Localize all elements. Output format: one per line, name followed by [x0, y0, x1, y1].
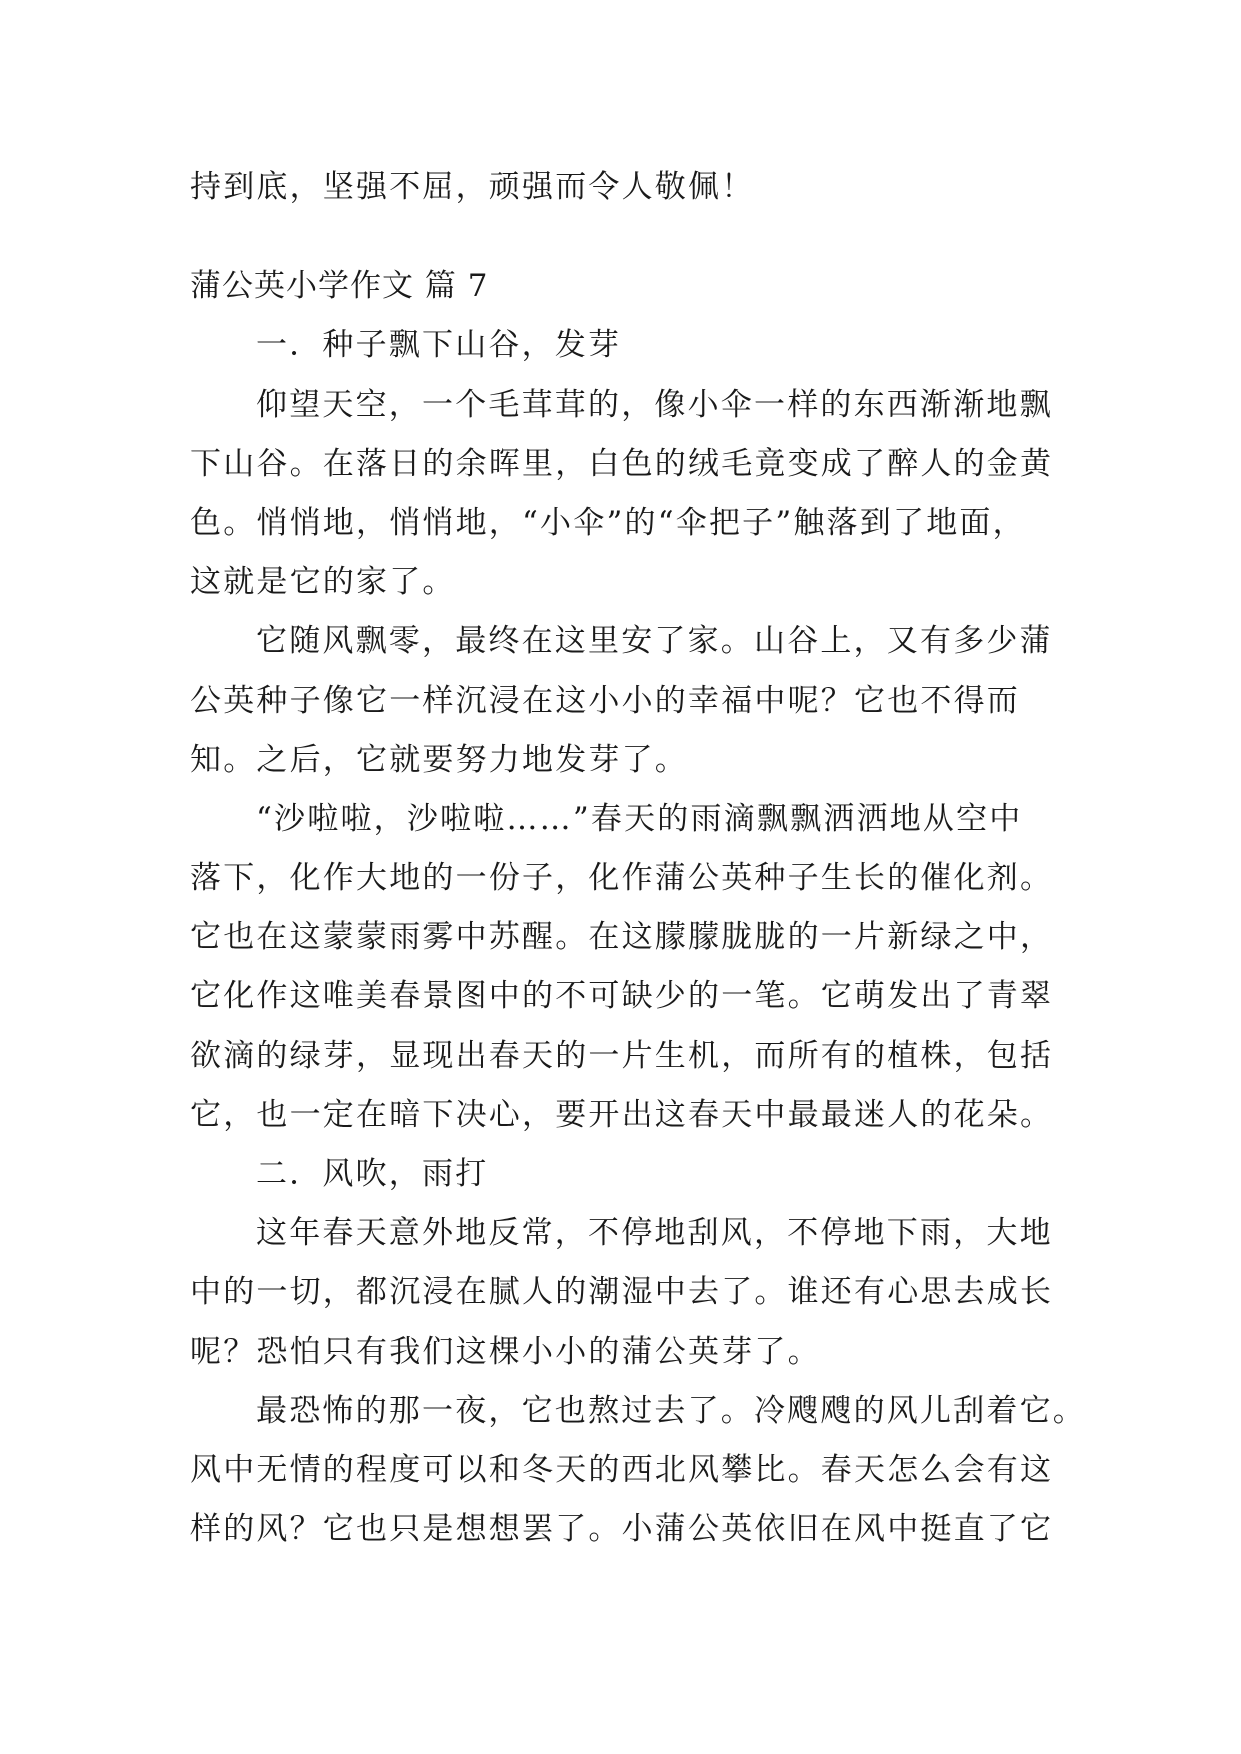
paragraph-gap — [190, 217, 1060, 257]
text-line: 呢？恐怕只有我们这棵小小的蒲公英芽了。 — [190, 1333, 821, 1370]
document-body — [190, 158, 1086, 1559]
text-line: 最恐怖的那一夜，它也熬过去了。冷飕飕的风儿刮着它。 — [256, 1392, 1086, 1429]
closing-line: 持到底，坚强不屈，顽强而令人敬佩！ — [190, 169, 755, 205]
text-line: 它，也一定在暗下决心，要开出这春天中最最迷人的花朵。 — [190, 1096, 1054, 1133]
text-line: 它随风飘零，最终在这里安了家。山谷上，又有多少蒲 — [256, 623, 1053, 660]
text-line: 知。之后，它就要努力地发芽了。 — [190, 741, 688, 778]
text-line: 下山谷。在落日的余晖里，白色的绒毛竟变成了醉人的金黄 — [190, 445, 1054, 482]
text-line: 落下，化作大地的一份子，化作蒲公英种子生长的催化剂。 — [190, 860, 1054, 897]
text-line: 中的一切，都沉浸在腻人的潮湿中去了。谁还有心思去成长 — [190, 1274, 1054, 1311]
essay-title: 蒲公英小学作文 篇 7 — [190, 268, 489, 305]
text-line: 这就是它的家了。 — [190, 564, 456, 601]
section-heading-1: 一．种子飘下山谷，发芽 — [256, 327, 622, 364]
text-line: 它化作这唯美春景图中的不可缺少的一笔。它萌发出了青翠 — [190, 978, 1054, 1015]
section-heading-2: 二．风吹，雨打 — [256, 1156, 489, 1192]
text-line: “沙啦啦，沙啦啦……”春天的雨滴飘飘洒洒地从空中 — [256, 800, 1023, 837]
text-line: 它也在这蒙蒙雨雾中苏醒。在这朦朦胧胧的一片新绿之中， — [190, 919, 1054, 956]
text-line: 仰望天空，一个毛茸茸的，像小伞一样的东西渐渐地飘 — [256, 386, 1053, 423]
text-line: 风中无情的程度可以和冬天的西北风攀比。春天怎么会有这 — [190, 1451, 1054, 1488]
text-line: 这年春天意外地反常，不停地刮风，不停地下雨，大地 — [256, 1215, 1053, 1252]
text-line: 公英种子像它一样沉浸在这小小的幸福中呢？它也不得而 — [190, 682, 1020, 719]
text-line: 欲滴的绿芽，显现出春天的一片生机，而所有的植株，包括 — [190, 1037, 1054, 1074]
text-line: 样的风？它也只是想想罢了。小蒲公英依旧在风中挺直了它 — [190, 1511, 1054, 1548]
text-line: 色。悄悄地，悄悄地，“小伞”的“伞把子”触落到了地面， — [190, 504, 1026, 541]
